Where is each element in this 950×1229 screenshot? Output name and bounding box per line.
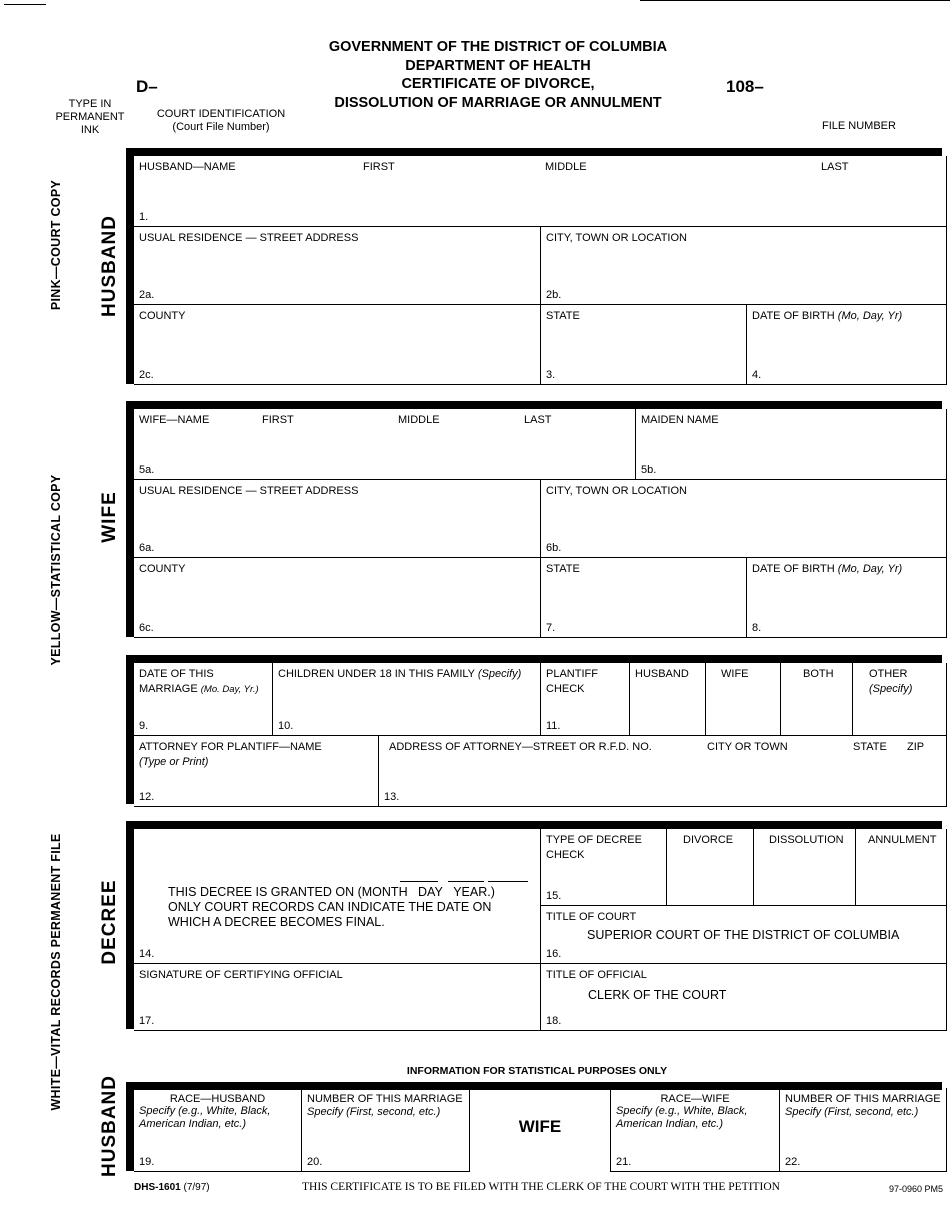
- print-code: 97-0960 PM5: [889, 1184, 944, 1194]
- decree-divorce-checkbox[interactable]: DIVORCE: [666, 829, 753, 906]
- plaintiff-wife-checkbox[interactable]: WIFE: [705, 663, 780, 736]
- wife-street-field[interactable]: USUAL RESIDENCE — STREET ADDRESS 6a.: [134, 480, 540, 558]
- plaintiff-both-checkbox[interactable]: BOTH: [780, 663, 852, 736]
- husband-street-field[interactable]: USUAL RESIDENCE — STREET ADDRESS 2a.: [134, 227, 540, 305]
- certifying-signature-field[interactable]: SIGNATURE OF CERTIFYING OFFICIAL 17.: [134, 964, 540, 1031]
- court-title-value: SUPERIOR COURT OF THE DISTRICT OF COLUMBIA: [587, 928, 900, 942]
- plaintiff-other-field[interactable]: OTHER (Specify): [852, 663, 947, 736]
- section-label-wife: WIFE: [99, 491, 120, 543]
- decree-type-label: TYPE OF DECREE CHECK 15.: [540, 829, 666, 906]
- filing-instruction: THIS CERTIFICATE IS TO BE FILED WITH THE CLERK OF THE COURT WITH THE PETITION: [302, 1181, 780, 1193]
- court-title-field[interactable]: TITLE OF COURT SUPERIOR COURT OF THE DISTRICT OF COLUMBIA 16.: [540, 906, 947, 964]
- statistics-wife-label: WIFE: [518, 1117, 562, 1136]
- file-number-label: FILE NUMBER: [822, 120, 896, 132]
- statistics-heading: INFORMATION FOR STATISTICAL PURPOSES ONLY: [406, 1065, 668, 1077]
- section-label-husband: HUSBAND: [99, 215, 120, 317]
- marriage-date-field[interactable]: DATE OF THIS MARRIAGE (Mo. Day, Yr.) 9.: [134, 663, 272, 736]
- statistics-section: [126, 1082, 948, 1173]
- type-in-instruction: TYPE IN PERMANENT INK: [55, 98, 125, 136]
- copy-label-white: WHITE—VITAL RECORDS PERMANENT FILE: [49, 833, 63, 1111]
- decree-date-text: THIS DECREE IS GRANTED ON (MONTH DAY YEAR.) ONLY COURT RECORDS CAN INDICATE THE DATE ON WHICH A DECREE BECOMES FINAL.: [168, 885, 495, 930]
- court-prefix: D–: [136, 77, 158, 96]
- corner-mark: [4, 4, 46, 5]
- number-marriage-husband-field[interactable]: NUMBER OF THIS MARRIAGE Specify (First, second, etc.) 20.: [301, 1088, 470, 1172]
- husband-city-field[interactable]: CITY, TOWN OR LOCATION 2b.: [540, 227, 947, 305]
- husband-county-field[interactable]: COUNTY 2c.: [134, 305, 540, 385]
- copy-label-pink: PINK—COURT COPY: [49, 179, 63, 311]
- wife-dob-field[interactable]: DATE OF BIRTH (Mo, Day, Yr) 8.: [746, 558, 947, 638]
- husband-dob-field[interactable]: DATE OF BIRTH (Mo, Day, Yr) 4.: [746, 305, 947, 385]
- wife-county-field[interactable]: COUNTY 6c.: [134, 558, 540, 638]
- husband-state-field[interactable]: STATE 3.: [540, 305, 746, 385]
- race-wife-field[interactable]: RACE—WIFE Specify (e.g., White, Black, American Indian, etc.) 21.: [610, 1088, 779, 1172]
- decree-annulment-checkbox[interactable]: ANNULMENT: [855, 829, 947, 906]
- section-label-husband-stats: HUSBAND: [99, 1075, 120, 1177]
- section-label-decree: DECREE: [99, 879, 120, 965]
- court-identification-label: COURT IDENTIFICATION (Court File Number): [156, 108, 286, 133]
- file-prefix: 108–: [726, 77, 764, 96]
- wife-city-field[interactable]: CITY, TOWN OR LOCATION 6b.: [540, 480, 947, 558]
- marriage-section: [126, 655, 948, 808]
- wife-state-field[interactable]: STATE 7.: [540, 558, 746, 638]
- husband-section: [126, 148, 948, 388]
- plaintiff-check-label: PLANTIFF CHECK 11.: [540, 663, 629, 736]
- wife-section: [126, 401, 948, 641]
- official-title-value: CLERK OF THE COURT: [588, 988, 727, 1002]
- decree-dissolution-checkbox[interactable]: DISSOLUTION: [753, 829, 855, 906]
- husband-name-field[interactable]: HUSBAND—NAME FIRST MIDDLE LAST 1.: [134, 156, 947, 227]
- top-rule: [640, 0, 950, 1]
- number-marriage-wife-field[interactable]: NUMBER OF THIS MARRIAGE Specify (First, second, etc.) 22.: [779, 1088, 947, 1172]
- decree-section: [126, 821, 948, 1033]
- copy-label-yellow: YELLOW—STATISTICAL COPY: [49, 474, 63, 666]
- official-title-field[interactable]: TITLE OF OFFICIAL CLERK OF THE COURT 18.: [540, 964, 947, 1031]
- wife-maiden-name-field[interactable]: MAIDEN NAME 5b.: [635, 409, 947, 480]
- decree-date-field[interactable]: THIS DECREE IS GRANTED ON (MONTH DAY YEAR.) ONLY COURT RECORDS CAN INDICATE THE DATE ON WHICH A DECREE BECOMES FINAL. 14.: [134, 829, 540, 964]
- wife-name-field[interactable]: WIFE—NAME FIRST MIDDLE LAST 5a.: [134, 409, 635, 480]
- attorney-address-field[interactable]: ADDRESS OF ATTORNEY—STREET OR R.F.D. NO. CITY OR TOWN STATE ZIP 13.: [378, 736, 947, 807]
- form-title: GOVERNMENT OF THE DISTRICT OF COLUMBIA DEPARTMENT OF HEALTH CERTIFICATE OF DIVORCE, DISSOLUTION OF MARRIAGE OR ANNULMENT: [328, 39, 668, 111]
- race-husband-field[interactable]: RACE—HUSBAND Specify (e.g., White, Black, American Indian, etc.) 19.: [134, 1088, 301, 1172]
- attorney-name-field[interactable]: ATTORNEY FOR PLANTIFF—NAME (Type or Print) 12.: [134, 736, 378, 807]
- form-number: DHS-1601 (7/97): [134, 1182, 210, 1193]
- children-field[interactable]: CHILDREN UNDER 18 IN THIS FAMILY (Specify) 10.: [272, 663, 540, 736]
- plaintiff-husband-checkbox[interactable]: HUSBAND: [629, 663, 705, 736]
